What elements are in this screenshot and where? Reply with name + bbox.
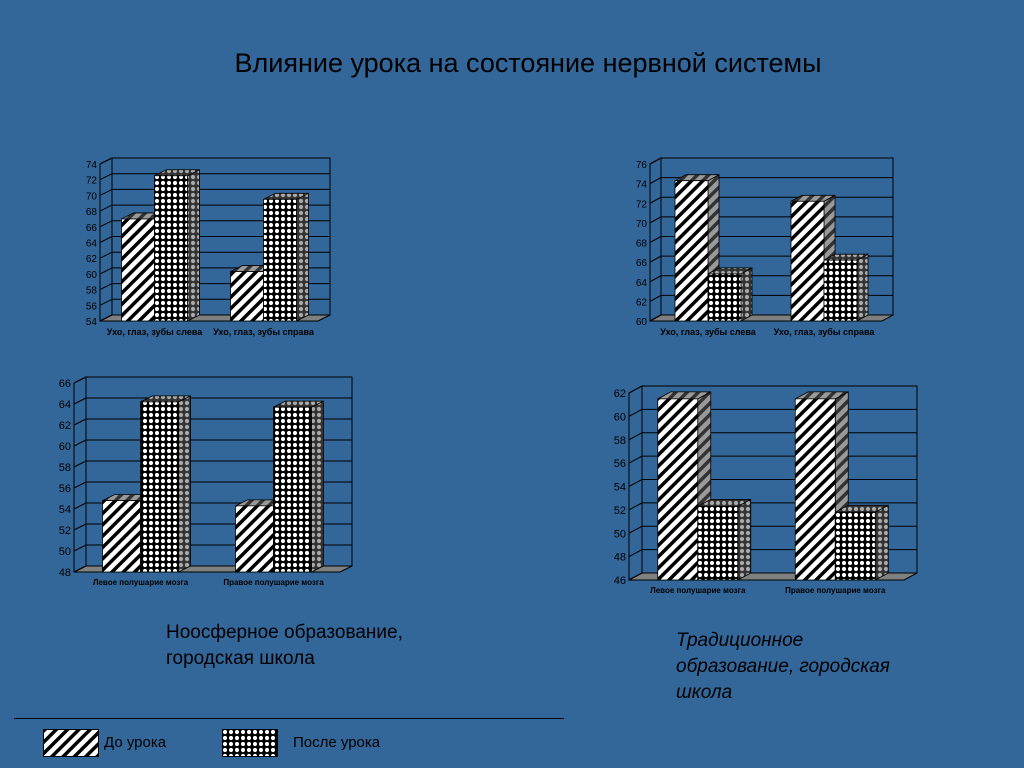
chart-noosphere-brain-hemispheres	[40, 370, 380, 595]
category-label-right: Ухо, глаз, зубы справа	[773, 327, 875, 337]
y-tick-label: 66	[635, 258, 647, 270]
y-tick-label: 62	[58, 420, 71, 432]
category-label-left: Левое полушарие мозга	[650, 586, 746, 595]
y-tick-label: 46	[613, 575, 626, 587]
y-tick-label: 70	[85, 191, 97, 203]
y-tick-label: 60	[635, 317, 647, 328]
legend-swatch-dots	[222, 729, 278, 757]
bar-after-lesson-2	[264, 193, 309, 321]
slide-title: Влияние урока на состояние нервной системы	[234, 48, 822, 78]
bar-after-lesson-1	[708, 268, 752, 321]
y-tick-label: 50	[613, 528, 626, 541]
chart-noosphere-ear-eye-teeth	[70, 150, 360, 350]
bar-after-lesson-1	[698, 499, 751, 580]
category-label-left: Ухо, глаз, зубы слева	[106, 327, 203, 337]
y-tick-label: 58	[58, 462, 71, 474]
y-tick-label: 52	[613, 504, 626, 517]
y-tick-label: 56	[58, 483, 71, 495]
legend-divider	[14, 718, 564, 719]
y-tick-label: 58	[85, 285, 97, 297]
y-tick-label: 54	[58, 504, 71, 516]
chart-traditional-brain-hemispheres	[595, 380, 935, 605]
y-tick-label: 56	[613, 458, 626, 471]
y-tick-label: 74	[85, 160, 97, 171]
y-tick-label: 68	[635, 238, 647, 250]
y-tick-label: 74	[635, 179, 647, 191]
y-tick-label: 68	[85, 207, 97, 219]
category-label-right: Правое полушарие мозга	[223, 578, 324, 587]
caption-traditional-education: Традиционное образование, городская школа	[676, 630, 890, 703]
y-tick-label: 56	[85, 301, 97, 313]
category-label-left: Ухо, глаз, зубы слева	[660, 327, 756, 337]
category-label-left: Левое полушарие мозга	[92, 578, 189, 587]
y-tick-label: 64	[58, 399, 71, 411]
legend-label-before: До урока	[104, 734, 167, 751]
y-tick-label: 64	[635, 277, 647, 289]
y-tick-label: 62	[613, 388, 626, 400]
bar-after-lesson-2	[835, 505, 888, 580]
y-tick-label: 64	[85, 238, 97, 250]
y-tick-label: 62	[635, 297, 647, 309]
bar-after-lesson-2	[824, 254, 868, 321]
category-label-right: Правое полушарие мозга	[785, 586, 886, 595]
chart-traditional-ear-eye-teeth	[618, 150, 908, 360]
y-tick-label: 72	[85, 175, 97, 187]
bar-after-lesson-1	[141, 396, 191, 572]
y-tick-label: 72	[635, 199, 647, 211]
y-tick-label: 62	[85, 254, 97, 266]
bar-after-lesson-2	[274, 401, 324, 572]
category-label-right: Ухо, глаз, зубы справа	[213, 327, 314, 337]
side-wall	[74, 377, 86, 572]
legend-label-after: После урока	[293, 734, 381, 751]
y-tick-label: 60	[613, 411, 626, 424]
y-tick-label: 60	[85, 269, 97, 281]
y-tick-label: 66	[85, 222, 97, 234]
y-tick-label: 52	[58, 525, 71, 537]
y-tick-label: 70	[635, 218, 647, 230]
legend-swatch-stripes	[43, 729, 99, 757]
y-tick-label: 58	[613, 434, 626, 447]
y-tick-label: 48	[58, 567, 71, 579]
y-tick-label: 50	[58, 546, 71, 558]
y-tick-label: 54	[613, 481, 626, 494]
y-tick-label: 48	[613, 551, 626, 564]
bar-after-lesson-1	[155, 170, 200, 321]
caption-noosphere-education: Ноосферное образование, городская школа	[166, 622, 403, 669]
y-tick-label: 66	[58, 378, 71, 390]
y-tick-label: 54	[85, 317, 97, 328]
y-tick-label: 76	[635, 160, 647, 171]
y-tick-label: 60	[58, 441, 71, 453]
